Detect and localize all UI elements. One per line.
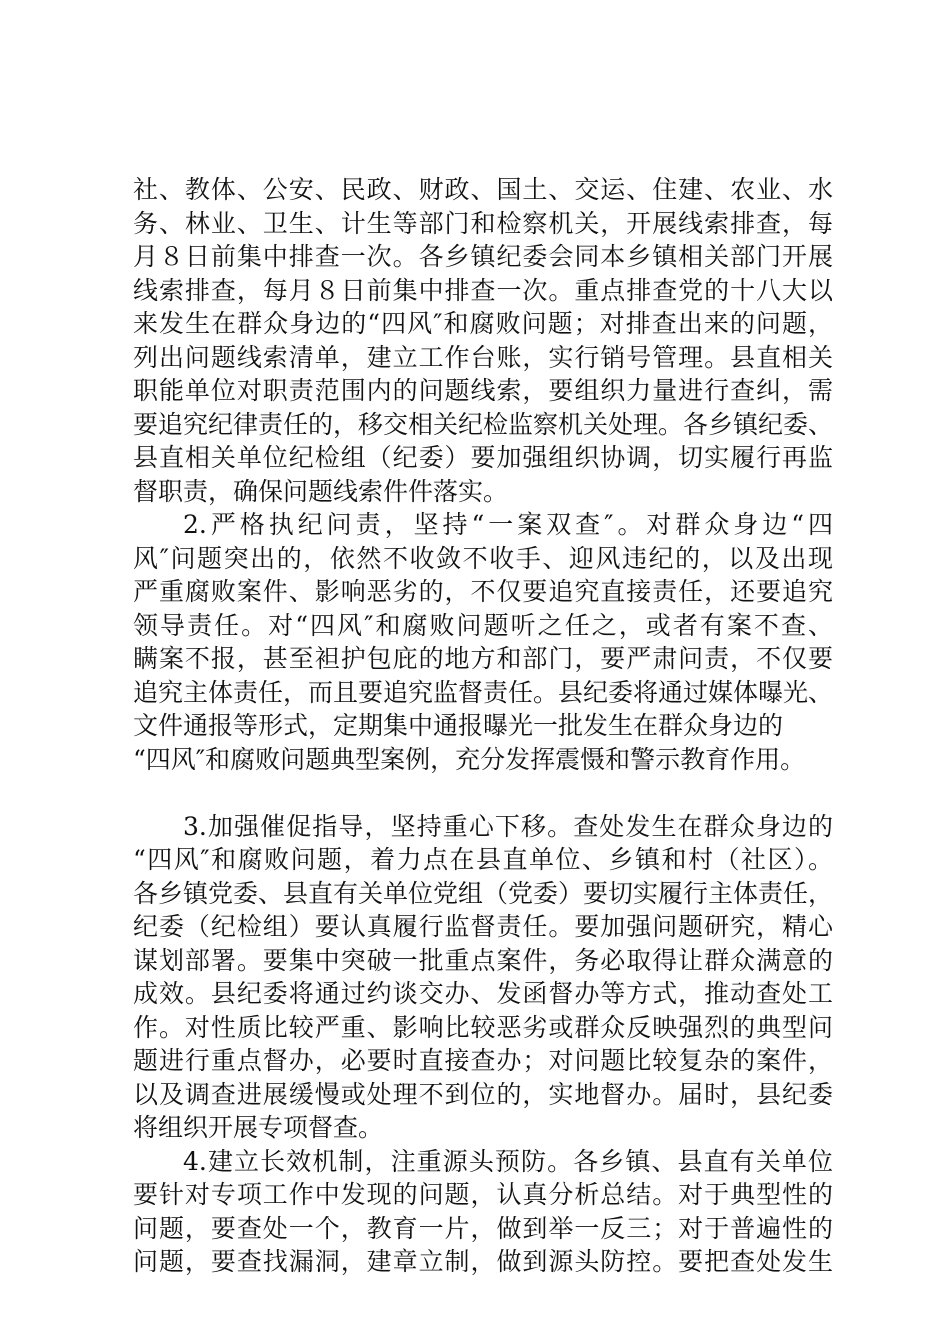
text-line: 追究主体责任，而且要追究监督责任。县纪委将通过媒体曝光、 — [133, 677, 833, 707]
text-line: 督职责，确保问题线索件件落实。 — [133, 476, 509, 506]
text-line: “四风″和腐败问题，着力点在县直单位、乡镇和村（社区）。 — [133, 845, 833, 874]
text-line: 问题，要查找漏洞，建章立制，做到源头防控。要把查处发生 — [133, 1247, 833, 1276]
text-line: 要追究纪律责任的，移交相关纪检监察机关处理。各乡镇纪委、 — [133, 409, 833, 439]
text-line: 务、林业、卫生、计生等部门和检察机关，开展线索排查，每 — [133, 208, 833, 238]
body-text — [133, 173, 833, 1279]
text-line: 职能单位对职责范围内的问题线索，要组织力量进行查纠，需 — [133, 376, 833, 405]
text-line: 社、教体、公安、民政、财政、国土、交运、住建、农业、水 — [133, 175, 833, 204]
text-line: “四风″和腐败问题典型案例，充分发挥震慑和警示教育作用。 — [133, 744, 806, 774]
blank-line — [133, 776, 833, 810]
text-line: 领导责任。对“四风″和腐败问题听之任之，或者有案不查、 — [133, 610, 833, 640]
text-line: 作。对性质比较严重、影响比较恶劣或群众反映强烈的典型问 — [133, 1012, 833, 1042]
text-line: 将组织开展专项督查。 — [133, 1113, 384, 1142]
text-line: 线索排查，每月８日前集中排查一次。重点排查党的十八大以 — [133, 275, 833, 305]
paragraph-2-start: 2.严格执纪问责，坚持“一案双查″。对群众身边“四 — [183, 510, 833, 539]
text-line: 来发生在群众身边的“四风″和腐败问题；对排查出来的问题， — [133, 309, 833, 338]
text-line: 风″问题突出的，依然不收敛不收手、迎风违纪的，以及出现 — [133, 543, 833, 573]
text-line: 月８日前集中排查一次。各乡镇纪委会同本乡镇相关部门开展 — [133, 242, 833, 271]
text-line: 以及调查进展缓慢或处理不到位的，实地督办。届时，县纪委 — [133, 1079, 833, 1109]
text-line: 各乡镇党委、县直有关单位党组（党委）要切实履行主体责任， — [133, 878, 833, 908]
paragraph-3-start: 3.加强催促指导，坚持重心下移。查处发生在群众身边的 — [183, 811, 833, 841]
text-line: 要针对专项工作中发现的问题，认真分析总结。对于典型性的 — [133, 1180, 833, 1209]
text-line: 成效。县纪委将通过约谈交办、发函督办等方式，推动查处工 — [133, 979, 833, 1008]
text-line: 问题，要查处一个，教育一片，做到举一反三；对于普遍性的 — [133, 1213, 833, 1243]
text-line: 列出问题线索清单，建立工作台账，实行销号管理。县直相关 — [133, 342, 833, 372]
text-line: 文件通报等形式，定期集中通报曝光一批发生在群众身边的 — [133, 711, 784, 740]
text-line: 纪委（纪检组）要认真履行监督责任。要加强问题研究，精心 — [133, 912, 833, 941]
text-line: 题进行重点督办，必要时直接查办；对问题比较复杂的案件， — [133, 1046, 833, 1075]
text-line: 谋划部署。要集中突破一批重点案件，务必取得让群众满意的 — [133, 945, 833, 975]
text-line: 瞒案不报，甚至袒护包庇的地方和部门，要严肃问责，不仅要 — [133, 644, 833, 673]
text-line: 严重腐败案件、影响恶劣的，不仅要追究直接责任，还要追究 — [133, 577, 833, 606]
paragraph-4-start: 4.建立长效机制，注重源头预防。各乡镇、县直有关单位 — [183, 1146, 833, 1176]
text-line: 县直相关单位纪检组（纪委）要加强组织协调，切实履行再监 — [133, 443, 833, 472]
